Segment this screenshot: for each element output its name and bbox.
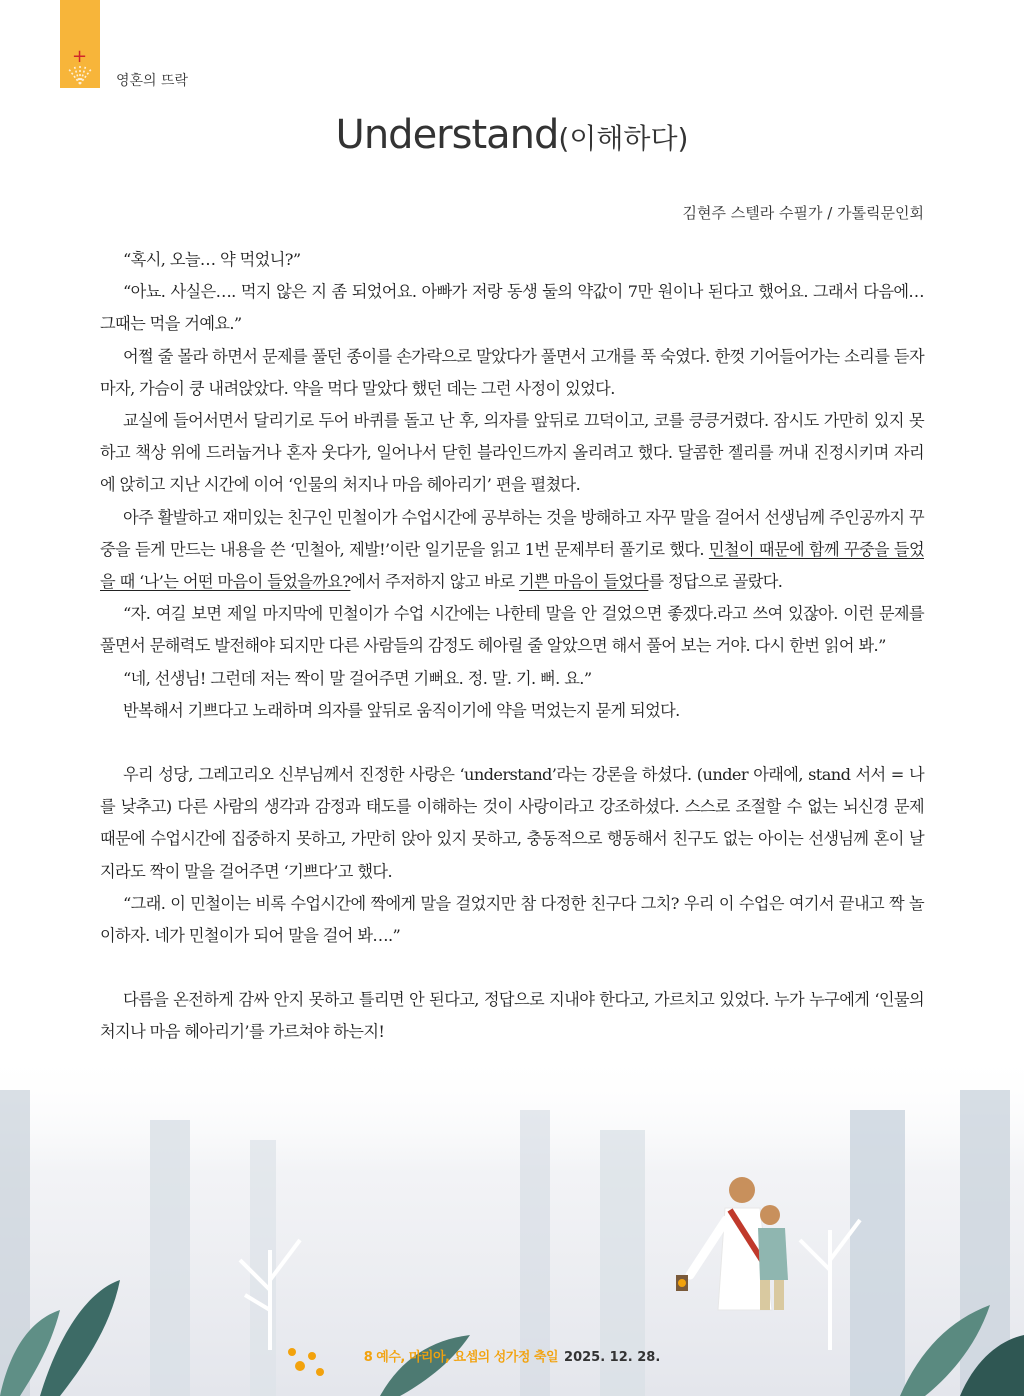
paragraph: “그래. 이 민철이는 비록 수업시간에 짝에게 말을 걸었지만 참 다정한 친구다 그치? 우리 이 수업은 여기서 끝내고 짝 놀이하자. 네가 민철이가 되어 말을 걸어 봐….” — [100, 893, 924, 946]
paragraph-text: 를 정답으로 골랐다. — [648, 572, 783, 592]
footer — [0, 1346, 1024, 1365]
page-title — [0, 112, 1024, 158]
author-byline: 김현주 스텔라 수필가 / 가톨릭문인회 — [682, 204, 924, 222]
forest-illustration — [0, 1050, 1024, 1396]
feast-label: 8 예수, 마리아, 요셉의 성가정 축일 — [363, 1350, 559, 1365]
paragraph-text: 아주 활발하고 재미있는 친구인 민철이가 수업시간에 공부하는 것을 방해하고 자꾸 말을 걸어서 선생님께 주인공까지 꾸중을 듣게 만드는 내용을 쓴 ‘민철아, 제발!’이란 일기문을 읽고 1번 문제부터 풀기로 했다. — [100, 507, 924, 559]
cross-icon: + — [72, 46, 88, 67]
underlined-question: 민철이 때문에 함께 꾸중을 들었을 때 ‘나’는 어떤 마음이 들었을까요? — [100, 539, 924, 592]
paragraph: “아뇨. 사실은…. 먹지 않은 지 좀 되었어요. 아빠가 저랑 동생 둘의 약값이 7만 원이나 된다고 했어요. 그래서 다음에… 그때는 먹을 거예요.” — [100, 282, 924, 334]
paragraph: 다름을 온전하게 감싸 안지 못하고 틀리면 안 된다고, 정답으로 지내야 한다고, 가르치고 있었다. 누가 누구에게 ‘인물의 처지나 마음 헤아리기’를 가르쳐야 하는지! — [100, 990, 924, 1042]
section-label: 영혼의 뜨락 — [116, 73, 189, 89]
paragraph: “혹시, 오늘… 약 먹었니?” — [123, 250, 301, 269]
paragraph: 어쩔 줄 몰라 하면서 문제를 풀던 종이를 손가락으로 말았다가 풀면서 고개를 푹 숙였다. 한껏 기어들어가는 소리를 듣자마자, 가슴이 쿵 내려앉았다. 약을 먹다 말았다 했던 데는 그런 사정이 있었다. — [100, 346, 924, 398]
paragraph: “네, 선생님! 그런데 저는 짝이 말 걸어주면 기뻐요. 정. 말. 기. 뻐. 요.” — [123, 668, 592, 688]
paragraph: “자. 여길 보면 제일 마지막에 민철이가 수업 시간에는 나한테 말을 안 걸었으면 좋겠다.라고 쓰여 있잖아. 이런 문제를 풀면서 문해력도 발전해야 되지만 다른 사람들의 감정도 헤아릴 줄 알았으면 해서 풀어 보는 거야. 다시 한번 읽어 봐.” — [100, 604, 924, 656]
underlined-answer: 기쁜 마음이 들었다 — [518, 572, 649, 592]
article-body — [100, 244, 924, 1049]
paragraph: 우리 성당, 그레고리오 신부님께서 진정한 사랑은 ‘understand’라는 강론을 하셨다. (under 아래에, stand 서서 = 나를 낮추고) 다른 사람의 생각과 감정과 태도를 이해하는 것이 사랑이라고 강조하셨다. 스스로 조절할 수 없는 뇌신경 문제 때문에 수업시간에 집중하지 못하고, 가만히 앉아 있지 못하고, 충동적으로 행동해서 친구도 없는 아이는 선생님께 혼이 날지라도 짝이 말을 걸어주면 ‘기쁘다’고 했다. — [100, 765, 924, 881]
paragraph — [100, 502, 924, 599]
paragraph-text: 에서 주저하지 않고 바로 — [350, 572, 519, 592]
paragraph: 교실에 들어서면서 달리기로 두어 바퀴를 돌고 난 후, 의자를 앞뒤로 끄덕이고, 코를 킁킁거렸다. 잠시도 가만히 있지 못하고 책상 위에 드러눕거나 혼자 웃다가, 일어나서 닫힌 블라인드까지 올리려고 했다. 달콤한 젤리를 꺼내 진정시키며 자리에 앉히고 지난 시간에 이어 ‘인물의 처지나 마음 헤아리기’ 편을 펼쳤다. — [100, 411, 924, 495]
paragraph: 반복해서 기쁘다고 노래하며 의자를 앞뒤로 움직이기에 약을 먹었는지 묻게 되었다. — [123, 700, 680, 720]
sunrise-rays-icon — [64, 62, 96, 86]
issue-date: 2025. 12. 28. — [564, 1350, 661, 1365]
title-sub: (이해하다) — [558, 122, 689, 155]
title-main: Understand — [335, 112, 559, 158]
